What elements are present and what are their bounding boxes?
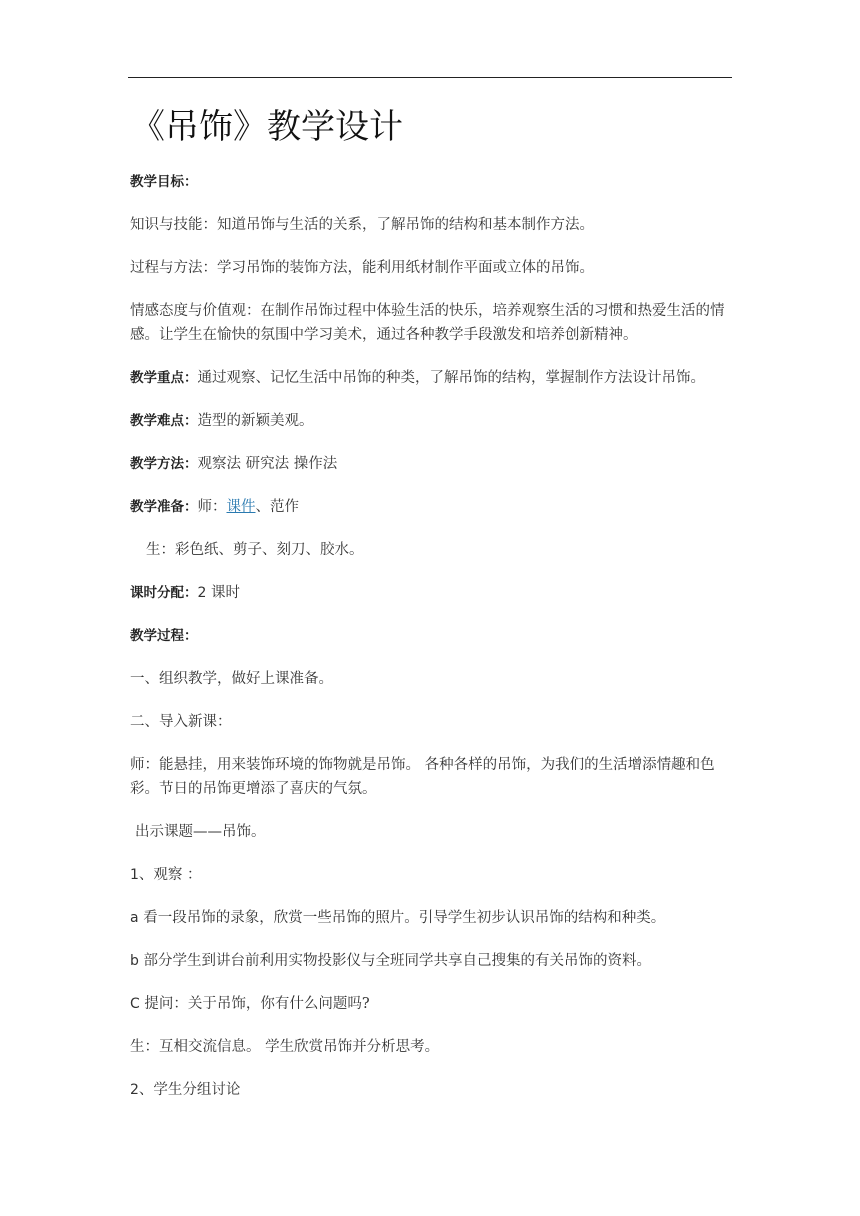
time-num: 2 [197,585,207,601]
method [130,452,733,476]
key-label: 教学重点： [130,370,198,386]
observe-a [130,906,733,930]
time-label: 课时分配： [130,585,198,601]
step-1: 一、组织教学，做好上课准备。 [130,671,333,687]
method-label: 教学方法： [130,456,198,472]
difficulty-label: 教学难点： [130,413,198,429]
prep-teacher: 师： [197,499,227,515]
observe-a-text: 看一段吊饰的录象，欣赏一些吊饰的照片。引导学生初步认识吊饰的结构和种类。 [138,910,666,926]
observe-step [130,863,733,887]
discuss-num: 2 [130,1082,139,1098]
observe-text: 、观察 ： [138,867,202,883]
document-body [130,170,733,1121]
observe-c-text: 提问：关于吊饰，你有什么问题吗? [139,996,370,1012]
discuss-step [130,1078,733,1102]
method-text: 观察法 研究法 操作法 [197,456,338,472]
student-exchange: 生：互相交流信息。 学生欣赏吊饰并分析思考。 [130,1039,440,1055]
process-heading [130,624,733,648]
prep-label: 教学准备： [130,499,198,515]
observe-b-letter: b [130,953,139,969]
teacher-intro: 师：能悬挂，用来装饰环境的饰物就是吊饰。 各种各样的吊饰，为我们的生活增添情趣和色彩。节日的吊饰更增添了喜庆的气氛。 [130,757,715,797]
discuss-text: 、学生分组讨论 [138,1082,241,1098]
difficulty [130,409,733,433]
time-allocation [130,581,733,605]
difficulty-text: 造型的新颖美观。 [197,413,314,429]
goals-heading [130,170,733,194]
courseware-link[interactable]: 课件 [226,499,256,515]
document-title: 《吊饰》教学设计 [131,107,403,147]
key-point [130,366,733,390]
observe-c [130,992,733,1016]
prep-rest: 、范作 [255,499,299,515]
show-topic: 出示课题——吊饰。 [135,824,266,840]
goals-label: 教学目标： [130,174,198,190]
observe-num: 1 [130,867,139,883]
observe-b-text: 部分学生到讲台前利用实物投影仪与全班同学共享自己搜集的有关吊饰的资料。 [138,953,651,969]
time-unit: 课时 [211,585,241,601]
goal-process: 过程与方法：学习吊饰的装饰方法，能利用纸材制作平面或立体的吊饰。 [130,260,594,276]
goal-emotion: 情感态度与价值观：在制作吊饰过程中体验生活的快乐，培养观察生活的习惯和热爱生活的情感。让学生在愉快的氛围中学习美术，通过各种教学手段激发和培养创新精神。 [130,303,725,343]
observe-b [130,949,733,973]
process-label: 教学过程： [130,628,198,644]
step-2: 二、导入新课： [130,714,232,730]
observe-c-letter: C [130,996,140,1012]
preparation [130,495,733,519]
observe-a-letter: a [130,910,139,926]
header-rule [128,77,732,78]
key-text: 通过观察、记忆生活中吊饰的种类，了解吊饰的结构，掌握制作方法设计吊饰。 [197,370,705,386]
prep-student: 生：彩色纸、剪子、刻刀、胶水。 [146,542,364,558]
goal-knowledge: 知识与技能：知道吊饰与生活的关系，了解吊饰的结构和基本制作方法。 [130,217,594,233]
